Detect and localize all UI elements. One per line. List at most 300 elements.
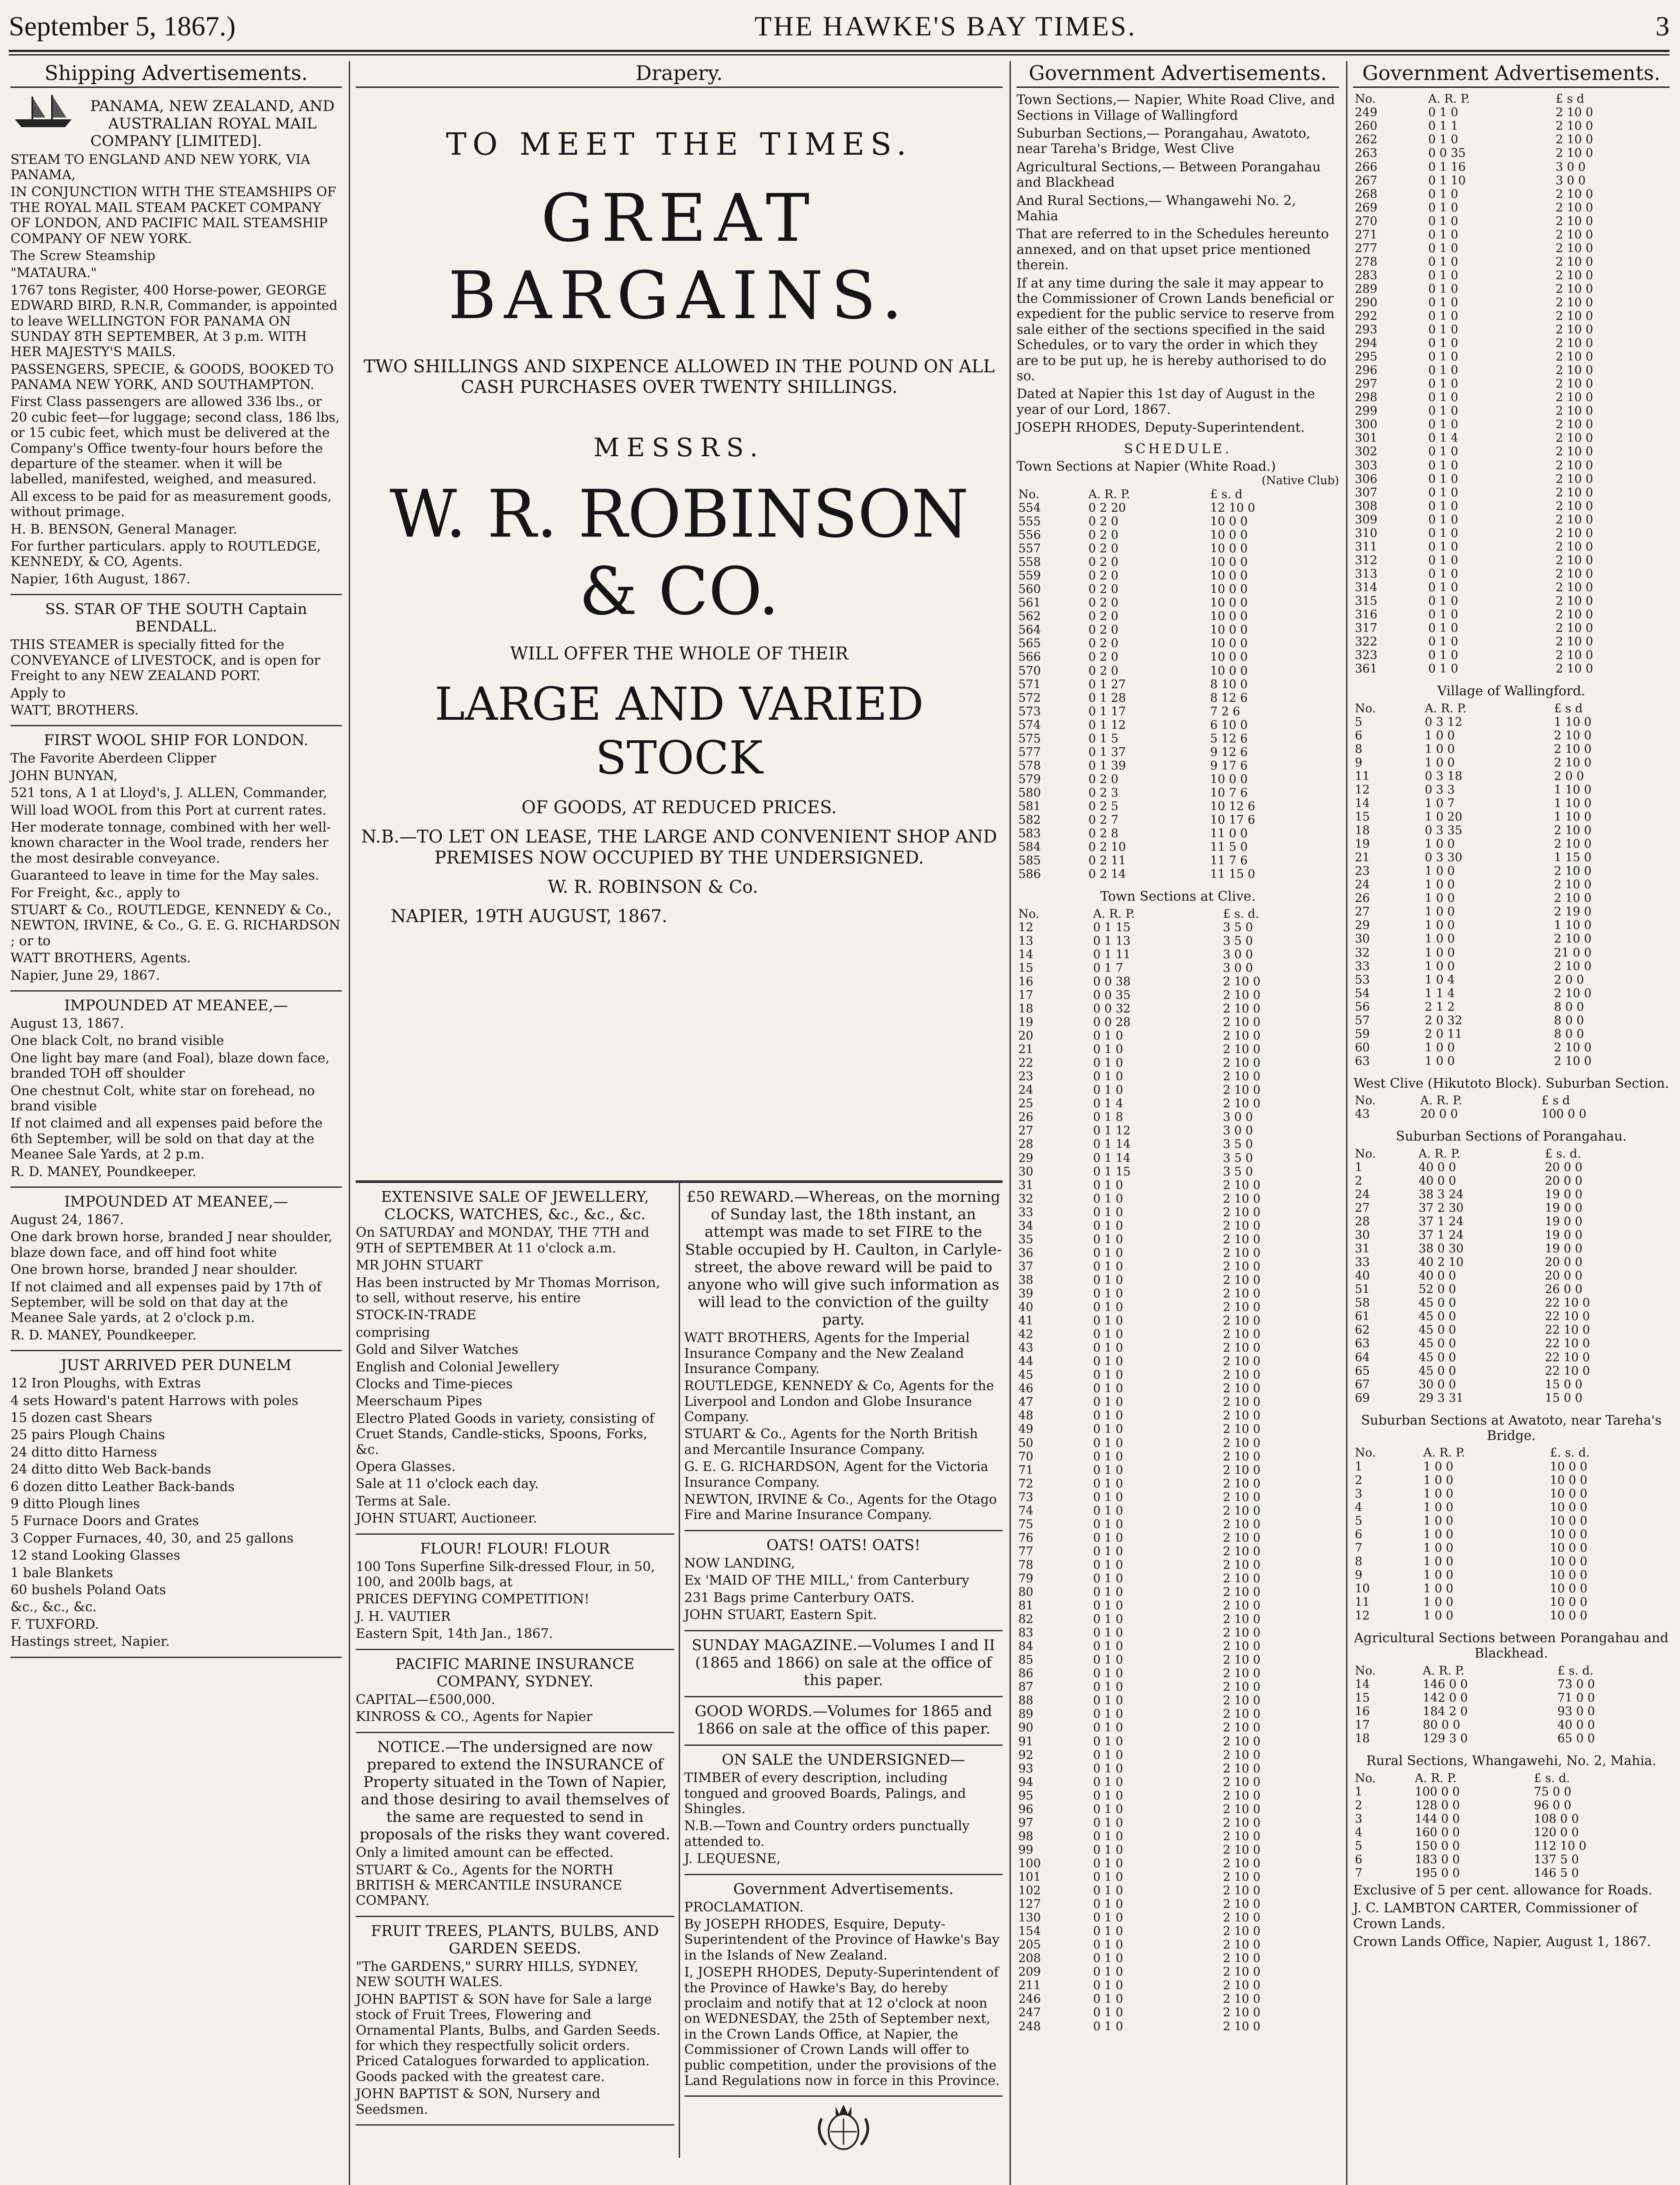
table-cell: 1 10 0: [1554, 715, 1592, 729]
masthead-rule: [9, 50, 1670, 52]
table-row: [1017, 542, 1339, 555]
table-cell: 4: [1355, 1500, 1363, 1514]
table-cell: 0 2 0: [1088, 623, 1119, 637]
table-row: [1017, 1558, 1339, 1572]
table-cell: 8 0 0: [1554, 1000, 1584, 1014]
table-cell: 2 10 0: [1223, 1938, 1261, 1952]
table-cell: 10 0 0: [1210, 569, 1248, 583]
table-cell: 1 0 0: [1423, 1500, 1454, 1514]
table-cell: 2 10 0: [1223, 1884, 1261, 1898]
advert-line: 4 sets Howard's patent Harrows with poles: [10, 1393, 299, 1408]
porangahau-title: Suburban Sections of Porangahau.: [1395, 1129, 1627, 1145]
table-row: [1353, 960, 1670, 973]
table-cell: 9 17 6: [1210, 759, 1248, 773]
table-cell: 69: [1355, 1391, 1370, 1405]
table-cell: 2 10 0: [1555, 431, 1593, 445]
table-cell: 19 0 0: [1545, 1201, 1583, 1215]
advert-line: Guaranteed to leave in time for the May sales.: [10, 868, 319, 884]
table-row: [1353, 1609, 1670, 1623]
table-cell: 0 1 0: [1093, 1178, 1123, 1192]
table-cell: 2 10 0: [1223, 1952, 1261, 1966]
table-row: [1017, 1287, 1339, 1301]
table-cell: 2 10 0: [1223, 1382, 1261, 1396]
table-cell: 0 1 39: [1088, 759, 1126, 773]
table-row: [1017, 1029, 1339, 1043]
table-row: [1017, 1422, 1339, 1436]
table-cell: 2 10 0: [1223, 1395, 1261, 1409]
table-row: [1017, 1070, 1339, 1083]
advert-line: R. D. MANEY, Poundkeeper.: [10, 1327, 197, 1343]
table-row: [1353, 187, 1670, 201]
table-cell: 20 0 0: [1545, 1174, 1583, 1188]
table-row: [1017, 800, 1339, 813]
table-row: [1017, 840, 1339, 854]
table-cell: 0 2 0: [1088, 772, 1119, 786]
table-cell: 2 10 0: [1223, 1450, 1261, 1464]
table-cell: 555: [1018, 515, 1041, 529]
table-cell: 0 1 0: [1093, 1571, 1123, 1585]
table-row: [1353, 201, 1670, 215]
proclamation-text: [1017, 92, 1339, 435]
table-cell: 572: [1018, 691, 1041, 705]
table-row: [1353, 364, 1670, 377]
table-row: [1353, 608, 1670, 621]
table-row: [1017, 637, 1339, 650]
advert-heading: JUST ARRIVED PER DUNELM: [61, 1356, 292, 1374]
table-cell: 283: [1355, 268, 1378, 282]
advert-line: August 13, 1867.: [10, 1016, 124, 1031]
table-row: [1353, 905, 1670, 919]
advertisement: [10, 726, 342, 992]
table-cell: 2 10 0: [1223, 1816, 1261, 1830]
advert-heading: PANAMA, NEW ZEALAND, AND AUSTRALIAN ROYAL MAIL COMPANY [LIMITED].: [90, 97, 335, 150]
table-cell: 40 0 0: [1418, 1174, 1456, 1188]
table-cell: 277: [1355, 241, 1378, 255]
table-cell: 2 10 0: [1223, 1368, 1261, 1382]
table-row: [1017, 705, 1339, 718]
table-cell: 37 1 24: [1418, 1215, 1464, 1229]
table-cell: 3 0 0: [1223, 961, 1253, 975]
table-row: [1353, 391, 1670, 404]
advert-line: WATT BROTHERS, Agents.: [10, 950, 191, 966]
table-cell: 2 10 0: [1555, 106, 1593, 120]
table-cell: 21: [1355, 851, 1370, 865]
table-cell: 0 1 14: [1093, 1151, 1131, 1165]
table-row: [1353, 431, 1670, 445]
text-line: Crown Lands Office, Napier, August 1, 1867.: [1353, 1934, 1651, 1950]
table-cell: 573: [1018, 704, 1041, 718]
advert-line: 100 Tons Superfine Silk-dressed Flour, in 50, 100, and 200lb bags, at: [356, 1559, 655, 1590]
table-cell: 0 1 0: [1093, 1748, 1123, 1762]
table-row: [1017, 948, 1339, 961]
table-cell: 557: [1018, 542, 1041, 556]
table-cell: 40: [1355, 1269, 1370, 1283]
advert-line: Meerschaum Pipes: [356, 1394, 482, 1409]
table-cell: 556: [1018, 528, 1041, 542]
table-cell: 108 0 0: [1534, 1812, 1579, 1826]
table-cell: 0 0 35: [1428, 146, 1466, 160]
table-cell: 0 1 0: [1093, 1952, 1123, 1966]
table-cell: 2 0 0: [1554, 769, 1584, 783]
table-cell: 50: [1018, 1436, 1034, 1450]
table-cell: 1 0 0: [1425, 919, 1455, 933]
table-cell: 205: [1018, 1938, 1041, 1952]
table-cell: 0 1 0: [1093, 1938, 1123, 1952]
table-cell: 247: [1018, 2006, 1041, 2020]
table-cell: 2 10 0: [1223, 1259, 1261, 1273]
column-heading: Government Advertisements.: [1017, 61, 1339, 88]
table-row: [1353, 255, 1670, 269]
advertisement: [10, 92, 342, 595]
table-cell: 0 2 20: [1088, 501, 1126, 515]
table-cell: 296: [1355, 364, 1378, 378]
table-cell: 0 1 0: [1428, 391, 1458, 405]
table-cell: 2 10 0: [1223, 1789, 1261, 1803]
column-header: No.: [1355, 1446, 1376, 1460]
table-cell: 0 1 11: [1093, 947, 1131, 961]
table-row: [1017, 1803, 1339, 1816]
table-cell: 37: [1018, 1259, 1034, 1273]
table-cell: 2 10 0: [1223, 1558, 1261, 1572]
table-cell: 311: [1355, 540, 1378, 554]
column-header: £ s. d.: [1545, 1147, 1581, 1161]
table-row: [1353, 1242, 1670, 1256]
table-cell: 3 5 0: [1223, 934, 1253, 948]
table-cell: 0 1 0: [1428, 608, 1458, 622]
column-header: £ s. d.: [1223, 907, 1259, 921]
table-cell: 2 10 0: [1223, 2006, 1261, 2020]
advert-line: 521 tons, A 1 at Lloyd's, J. ALLEN, Commander,: [10, 785, 327, 801]
table-cell: 2 10 0: [1223, 1314, 1261, 1328]
advert-line: Napier, 16th August, 1867.: [10, 571, 191, 587]
table-cell: 0 1 0: [1428, 377, 1458, 391]
table-row: [1353, 1054, 1670, 1068]
table-row: [1353, 459, 1670, 472]
table-cell: 1 0 0: [1425, 742, 1455, 756]
table-cell: 9: [1355, 1568, 1363, 1582]
table-row: [1353, 1595, 1670, 1609]
wallingford-table: [1353, 702, 1670, 1068]
advert-line: CAPITAL—£500,000.: [356, 1692, 496, 1707]
table-cell: 0 1 0: [1093, 1734, 1123, 1748]
table-cell: 14: [1355, 797, 1370, 810]
table-cell: 312: [1355, 553, 1378, 567]
table-row: [1353, 1107, 1670, 1121]
table-cell: 15: [1355, 810, 1370, 824]
advert-heading: NOTICE.—The undersigned are now prepared to extend the INSURANCE of Property situated in the Town of Napier, and those desiring to avail themselves of the same are requested to send in proposals of the risks they want covered.: [359, 1738, 670, 1844]
table-cell: 12: [1018, 920, 1034, 934]
table-cell: 150 0 0: [1415, 1839, 1460, 1853]
table-row: [1353, 770, 1670, 783]
table-cell: 0 1 0: [1093, 1721, 1123, 1735]
table-cell: 2 10 0: [1555, 404, 1593, 418]
table-cell: 262: [1355, 133, 1378, 147]
table-row: [1353, 1541, 1670, 1555]
table-cell: 12: [1355, 1609, 1370, 1623]
table-cell: 26: [1018, 1110, 1034, 1124]
table-cell: 58: [1355, 1296, 1370, 1310]
table-row: [1017, 1409, 1339, 1422]
advertisement: [356, 1733, 674, 1917]
table-cell: 1 0 0: [1423, 1487, 1454, 1501]
advert-line: STOCK-IN-TRADE: [356, 1308, 476, 1323]
table-cell: 61: [1355, 1310, 1370, 1324]
table-row: [1353, 146, 1670, 160]
table-cell: 2 10 0: [1555, 119, 1593, 133]
table-cell: 44: [1018, 1355, 1034, 1369]
table-cell: 2 10 0: [1554, 864, 1592, 878]
table-row: [1353, 1487, 1670, 1501]
advert-line: JOHN BAPTIST & SON, Nursery and Seedsmen.: [356, 2086, 600, 2117]
table-cell: 23: [1018, 1070, 1034, 1084]
advert-heading: ON SALE the UNDERSIGNED—: [722, 1751, 965, 1769]
table-cell: 22 10 0: [1545, 1296, 1590, 1310]
table-cell: 8 0 0: [1554, 1013, 1584, 1027]
advert-line: J. H. VAUTIER: [356, 1609, 451, 1624]
table-cell: 0 1 0: [1428, 241, 1458, 255]
table-cell: 10 0 0: [1210, 664, 1248, 678]
table-cell: 322: [1355, 635, 1378, 649]
table-cell: 10 0 0: [1550, 1609, 1588, 1623]
text-line: J. C. LAMBTON CARTER, Commissioner of Crown Lands.: [1353, 1901, 1638, 1932]
wallingford-title: Village of Wallingford.: [1437, 683, 1586, 699]
table-row: [1353, 1041, 1670, 1054]
table-cell: 120 0 0: [1534, 1825, 1579, 1839]
table-row: [1353, 919, 1670, 932]
table-cell: 42: [1018, 1328, 1034, 1342]
advert-heading: PACIFIC MARINE INSURANCE COMPANY, SYDNEY.: [395, 1655, 635, 1690]
table-cell: 0 1 0: [1093, 1083, 1123, 1097]
table-cell: 0 2 7: [1088, 813, 1119, 827]
table-cell: 1 0 0: [1423, 1527, 1454, 1541]
table-cell: 1 0 0: [1425, 1040, 1455, 1054]
table-header: [1017, 488, 1339, 501]
table-row: [1017, 1165, 1339, 1179]
advert-heading: £50 REWARD.—Whereas, on the morning of Sunday last, the 18th instant, an attempt was made to set FIRE to the Stable occupied by H. Caulton, in Carlyle-street, the above reward will be paid to anyone who will give such information as will lead to the conviction of the guilty party.: [685, 1188, 1002, 1329]
table-cell: 554: [1018, 501, 1041, 515]
napier-table-title: Town Sections at Napier (White Road.): [1017, 458, 1276, 474]
table-cell: 2 10 0: [1223, 1829, 1261, 1843]
table-cell: 2 10 0: [1555, 146, 1593, 160]
table-cell: 0 1 14: [1093, 1138, 1131, 1151]
column-header: £ s d: [1554, 701, 1583, 715]
table-row: [1017, 1043, 1339, 1056]
text-line: Exclusive of 5 per cent. allowance for Roads.: [1353, 1882, 1652, 1898]
table-cell: 2 10 0: [1223, 1775, 1261, 1789]
table-cell: 91: [1018, 1734, 1034, 1748]
table-cell: 10 0 0: [1210, 623, 1248, 637]
table-cell: 2 10 0: [1555, 499, 1593, 513]
advert-line: H. B. BENSON, General Manager.: [10, 521, 237, 537]
table-cell: 10 0 0: [1550, 1527, 1588, 1541]
table-row: [1017, 786, 1339, 800]
column-government-2: [1347, 61, 1676, 2185]
column-header: A. R. P.: [1423, 1446, 1465, 1460]
advert-line: The Screw Steamship: [10, 248, 156, 264]
table-cell: 0 1 0: [1093, 1789, 1123, 1803]
table-cell: 3 5 0: [1223, 1165, 1253, 1179]
table-cell: 1 10 0: [1554, 919, 1592, 933]
table-cell: 0 1 0: [1093, 1422, 1123, 1436]
table-row: [1017, 1911, 1339, 1925]
table-cell: 2 10 0: [1554, 1054, 1592, 1068]
table-cell: 49: [1018, 1422, 1034, 1436]
table-cell: 0 1 0: [1093, 1355, 1123, 1369]
table-row: [1017, 1653, 1339, 1667]
column-header: A. R. P.: [1418, 1147, 1461, 1161]
table-cell: 2 10 0: [1223, 1585, 1261, 1599]
table-cell: 0 2 0: [1088, 542, 1119, 556]
table-row: [1017, 746, 1339, 759]
table-row: [1353, 1528, 1670, 1541]
advertisement: [684, 1746, 1003, 1875]
table-row: [1353, 973, 1670, 987]
table-row: [1353, 1283, 1670, 1296]
table-cell: 0 1 0: [1428, 133, 1458, 147]
table-cell: 27: [1018, 1124, 1034, 1138]
table-row: [1017, 1531, 1339, 1545]
company-name: W. R. ROBINSON & CO.: [389, 476, 969, 630]
advert-line: Clocks and Time-pieces: [356, 1377, 513, 1392]
offer-line: WILL OFFER THE WHOLE OF THEIR: [510, 643, 848, 664]
table-cell: 2 10 0: [1223, 1477, 1261, 1491]
table-cell: 10 0 0: [1550, 1568, 1588, 1582]
table-cell: 1 0 0: [1423, 1514, 1454, 1528]
table-cell: 0 1 0: [1428, 526, 1458, 540]
advert-line: G. E. G. RICHARDSON, Agent for the Victoria Insurance Company.: [684, 1459, 989, 1490]
table-row: [1353, 1460, 1670, 1474]
advert-line: 3 Copper Furnaces, 40, 30, and 25 gallons: [10, 1530, 294, 1546]
advert-line: JOHN BUNYAN,: [10, 768, 118, 784]
table-cell: 7 2 6: [1210, 704, 1240, 718]
table-cell: 2 10 0: [1555, 187, 1593, 201]
table-row: [1017, 1707, 1339, 1721]
table-row: [1353, 350, 1670, 364]
table-cell: 0 3 35: [1425, 824, 1462, 838]
table-cell: 2 10 0: [1223, 1544, 1261, 1558]
table-cell: 37 2 30: [1418, 1201, 1464, 1215]
table-row: [1353, 1215, 1670, 1228]
advert-line: JOHN STUART, Auctioneer.: [356, 1511, 537, 1526]
table-cell: 1 0 0: [1423, 1460, 1454, 1474]
table-row: [1017, 650, 1339, 664]
table-cell: 2 10 0: [1223, 1870, 1261, 1884]
table-cell: 586: [1018, 867, 1041, 881]
table-row: [1353, 540, 1670, 554]
advert-line: STEAM TO ENGLAND AND NEW YORK, VIA PANAMA,: [10, 152, 310, 183]
advert-line: 25 pairs Plough Chains: [10, 1427, 165, 1443]
advert-line: Electro Plated Goods in variety, consisting of Cruet Stands, Candle-sticks, Spoons, Forks, &c.: [356, 1411, 654, 1457]
table-cell: 0 1 0: [1428, 404, 1458, 418]
table-cell: 0 2 0: [1088, 515, 1119, 529]
table-cell: 26: [1355, 891, 1370, 905]
table-cell: 2 10 0: [1555, 635, 1593, 649]
table-cell: 0 2 0: [1088, 596, 1119, 610]
table-cell: 75: [1018, 1517, 1034, 1531]
table-cell: 71 0 0: [1557, 1691, 1595, 1705]
table-cell: 2 10 0: [1555, 309, 1593, 323]
table-cell: 0 1 0: [1093, 1829, 1123, 1843]
table-cell: 2 10 0: [1223, 1707, 1261, 1721]
column-header: No.: [1355, 701, 1376, 715]
table-cell: 6: [1355, 1527, 1363, 1541]
column-header: A. R. P.: [1428, 92, 1470, 106]
table-cell: 2 10 0: [1223, 1762, 1261, 1776]
robinson-advert: [356, 92, 1003, 1182]
table-cell: 0 1 0: [1093, 1707, 1123, 1721]
table-cell: 0 2 8: [1088, 827, 1119, 841]
table-cell: 0 1 0: [1428, 255, 1458, 269]
table-cell: 146 0 0: [1423, 1677, 1468, 1691]
table-cell: 20 0 0: [1545, 1256, 1583, 1269]
table-cell: 0 1 0: [1093, 1667, 1123, 1681]
table-row: [1353, 1718, 1670, 1732]
table-cell: 2 10 0: [1223, 1748, 1261, 1762]
table-row: [1353, 377, 1670, 391]
table-cell: 278: [1355, 255, 1378, 269]
table-row: [1017, 975, 1339, 988]
table-cell: 43: [1355, 1107, 1370, 1121]
table-cell: 0 1 0: [1093, 1368, 1123, 1382]
masthead: [9, 8, 1670, 45]
table-cell: 1 10 0: [1554, 797, 1592, 810]
table-cell: 0 1 0: [1093, 1856, 1123, 1870]
table-cell: 2 10 0: [1555, 445, 1593, 459]
table-row: [1353, 1228, 1670, 1242]
table-cell: 0 1 0: [1428, 553, 1458, 567]
table-row: [1353, 513, 1670, 527]
table-cell: 1 0 20: [1425, 810, 1462, 824]
table-cell: 2 10 0: [1555, 540, 1593, 554]
table-row: [1353, 1310, 1670, 1323]
table-row: [1017, 1355, 1339, 1368]
table-row: [1017, 1314, 1339, 1328]
table-cell: 2 10 0: [1555, 133, 1593, 147]
table-cell: 87: [1018, 1680, 1034, 1694]
table-row: [1017, 1002, 1339, 1016]
table-cell: 0 1 0: [1428, 336, 1458, 350]
text-line: That are referred to in the Schedules hereunto annexed, and on that upset price mentioned therein.: [1017, 226, 1329, 273]
table-row: [1017, 1246, 1339, 1260]
native-club-note: (Native Club): [1261, 474, 1339, 488]
table-cell: 2 10 0: [1223, 1504, 1261, 1518]
advert-line: Has been instructed by Mr Thomas Morrison, to sell, without reserve, his entire: [356, 1275, 660, 1306]
column-drapery: [350, 61, 1009, 2185]
table-row: [1353, 1188, 1670, 1201]
table-cell: 0 1 0: [1093, 1585, 1123, 1599]
table-cell: 51: [1355, 1283, 1370, 1297]
table-row: [1017, 1206, 1339, 1219]
table-cell: 19 0 0: [1545, 1242, 1583, 1256]
table-cell: 29 3 31: [1418, 1391, 1464, 1405]
table-cell: 574: [1018, 718, 1041, 732]
table-cell: 299: [1355, 404, 1378, 418]
table-cell: 0 1 0: [1093, 1259, 1123, 1273]
table-cell: 294: [1355, 336, 1378, 350]
table-cell: 3: [1355, 1487, 1363, 1501]
table-cell: 0 1 0: [1093, 1477, 1123, 1491]
agricultural-table: [1353, 1664, 1670, 1745]
table-cell: 579: [1018, 772, 1041, 786]
table-cell: 0 1 0: [1428, 323, 1458, 337]
table-cell: 28: [1355, 1215, 1370, 1229]
table-cell: 0 1 27: [1088, 677, 1126, 691]
table-cell: 38: [1018, 1273, 1034, 1287]
table-header: [1017, 907, 1339, 921]
table-cell: 2 10 0: [1223, 1992, 1261, 2006]
table-cell: 100 0 0: [1415, 1785, 1460, 1799]
table-cell: 2 10 0: [1223, 1626, 1261, 1640]
